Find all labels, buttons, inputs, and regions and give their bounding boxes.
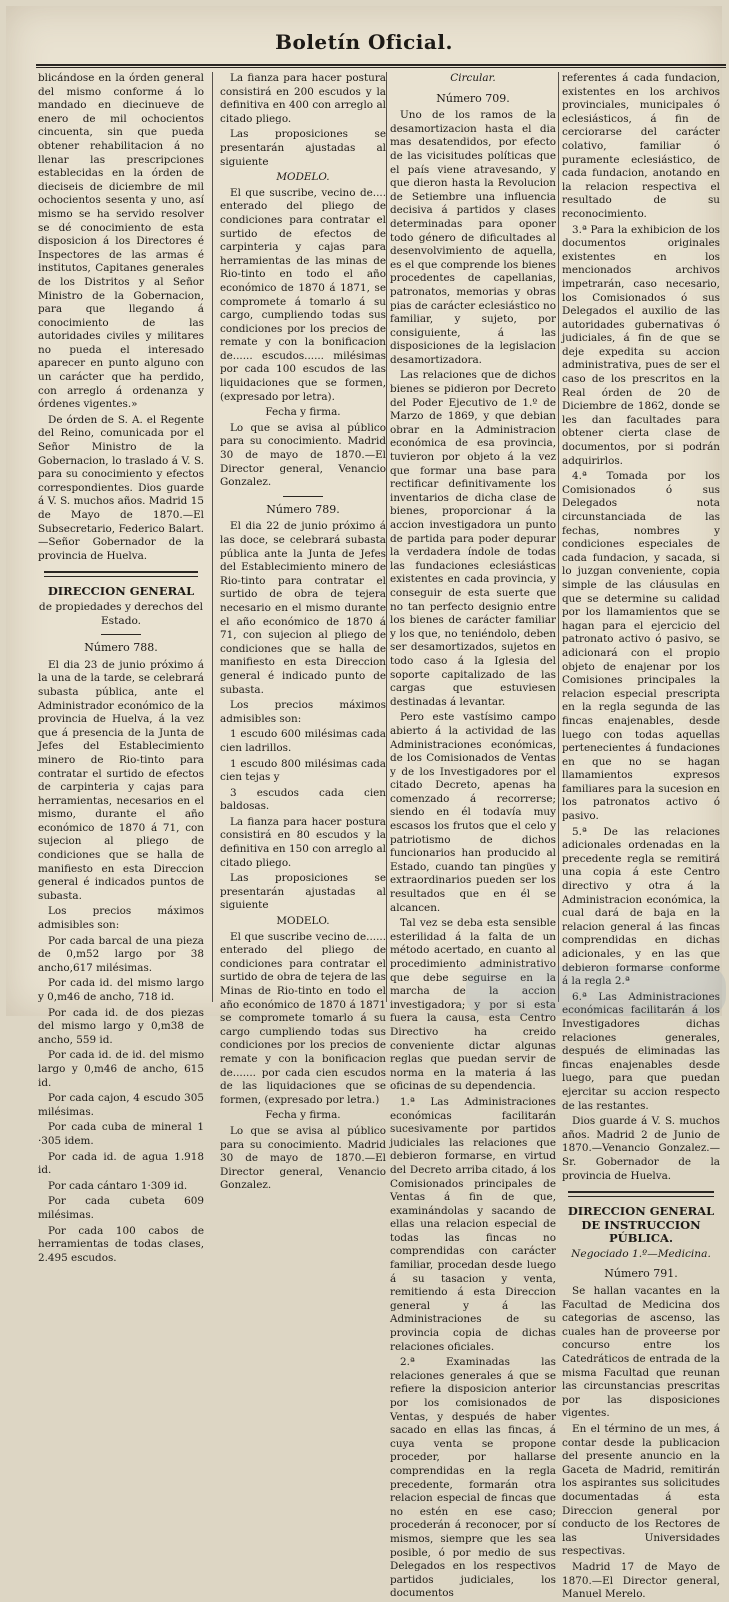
paragraph: En el término de un mes, á contar desde la publicacion del presente anuncio en la Gaceta de Madrid, remitirán los aspirantes sus solicitudes documentadas á esta Direccion general por conducto de los Rectores de las Universidades respectivas. (562, 1423, 720, 1558)
price-item: 1 escudo 800 milésimas cada cien tejas y (220, 757, 386, 784)
price-item: 3 escudos cada cien baldosas. (220, 786, 386, 813)
section-rule-thin (44, 576, 198, 577)
paragraph: El que suscribe, vecino de.... enterado del pliego de condiciones para contratar el surtido de efectos de carpinteria y cajas para herramientas de las minas de Rio-tinto en todo el año económico de 1870 á 1871, se compromete á tomarlo á su cargo, cumpliendo todas sus condiciones por los precios de remate y con la bonificacion de...... escudos...... milésimas por cada 100 escudos de las liquidaciones que se formen, (expresado por letra). (220, 186, 386, 403)
column-4 (562, 72, 720, 1601)
paragraph: Tal vez se deba esta sensible esterilidad á la falta de un método acertado, en cuanto al procedimiento administrativo que debe seguirse en la marcha de la accion investigadora; y por si esta fuera la causa, esta Centro Directivo ha creido conveniente dictar algunas reglas que puedan servir de norma en la materia á las oficinas de su dependencia. (390, 917, 556, 1093)
paragraph: Madrid 17 de Mayo de 1870.—El Director general, Manuel Merelo. (562, 1560, 720, 1601)
paragraph: El dia 23 de junio próximo á la una de la tarde, se celebrará subasta pública, ante el Administrador económico de la provincia de Huelva, á la vez que á presencia de la Junta de Jefes del Establecimiento minero de Rio-tinto para contratar el surtido de efectos de carpinteria y cajas para herramientas, necesarios en el mismo, durante el año económico de 1870 á 71, con sujecion al pliego de condiciones que se halla de manifiesto en esta Direccion general é indicados puntos de subasta. (38, 658, 204, 902)
paragraph: Las proposiciones se presentarán ajustadas al siguiente (220, 128, 386, 168)
paragraph: Las relaciones que de dichos bienes se pidieron por Decreto del Poder Ejecutivo de 1.º de Marzo de 1869, y que debian obrar en la Administracion económica de esa provincia, tuvieron por objeto á la vez que formar una base para rectificar definitivamente los inventarios de dicha clase de bienes, proporcionar á la accion investigadora un punto de partida para poder depurar la verdadera índole de todas las fundaciones eclesiásticas existentes en cada provincia, y conseguir de esta suerte que no tan perfecto designio entre los bienes de carácter familiar y los que, no teniéndolo, deben ser desamortizados, sujetos en todo caso á la Iglesia del soporte capitalizado de las cargas que estuviesen destinadas á levantar. (390, 369, 556, 708)
section-rule (44, 571, 198, 573)
paragraph: Dios guarde á V. S. muchos años. Madrid 2 de Junio de 1870.—Venancio Gonzalez.—Sr. Gobernador de la provincia de Huelva. (562, 1115, 720, 1182)
section-title: DIRECCION GENERAL (47, 584, 195, 599)
section-title: DIRECCION GENERAL DE INSTRUCCION PÚBLICA. (567, 1204, 715, 1246)
price-item: Por cada cubeta 609 milésimas. (38, 1195, 204, 1221)
paragraph: Los precios máximos admisibles son: (38, 905, 204, 932)
price-item: Por cada cuba de mineral 1 ·305 idem. (38, 1121, 204, 1147)
header-rule (36, 64, 726, 66)
date-signature: Fecha y firma. (265, 406, 341, 419)
paragraph: El dia 22 de junio próximo á las doce, se celebrará subasta pública ante la Junta de Jefes del Establecimiento minero de Rio-tinto para contratar el surtido de obra de tejera necesario en el mismo durante el año económico de 1870 á 71, con sujecion al pliego de condiciones que se halla de manifiesto en esta Direccion general é indicado punto de subasta. (220, 520, 386, 696)
paragraph: De órden de S. A. el Regente del Reino, comunicada por el Señor Ministro de la Gobernacion, lo traslado á V. S. para su conocimiento y efectos correspondientes. Dios guarde á V. S. muchos años. Madrid 15 de Mayo de 1870.—El Subsecretario, Federico Balart. —Señor Gobernador de la provincia de Huelva. (38, 413, 204, 562)
price-item: Por cada cántaro 1·309 id. (48, 1179, 188, 1192)
column-divider (558, 72, 559, 1002)
price-item: Por cada id. de agua 1.918 id. (38, 1150, 204, 1177)
column-1 (38, 72, 204, 1264)
price-item: 1 escudo 600 milésimas cada cien ladrillos. (220, 728, 386, 754)
paragraph: 2.ª Examinadas las relaciones generales á que se refiere la disposicion anterior por los comisionados de Ventas, y después de haber sacado en ellas las fincas, á cuya venta se propone proceder, por hallarse comprendidas en la regla precedente, formarán otra relacion especial de fincas que no estén en ese caso; procederán á reconocer, por sí mismos, siempre que les sea posible, ó por medio de sus Delegados en los respectivos partidos judiciales, los documentos (390, 1356, 556, 1600)
price-item: Por cada 100 cabos de herramientas de todas clases, 2.495 escudos. (38, 1224, 204, 1264)
date-signature: Fecha y firma. (265, 1109, 341, 1122)
section-subtitle: de propiedades y derechos del Estado. (38, 600, 204, 627)
paragraph: 5.ª De las relaciones adicionales ordenadas en la precedente regla se remitirá una copia á este Centro directivo y otra á la Administracion económica, la cual dará de baja en la relacion general á las fincas comprendidas en dichas adicionales, y en las que debieron formarse conforme á la regla 2.ª (562, 825, 720, 988)
model-title: MODELO. (276, 915, 330, 928)
paragraph: Las proposiciones se presentarán ajustadas al siguiente (220, 872, 386, 912)
header-rule-thin (36, 67, 726, 68)
price-item: Por cada id. de id. del mismo largo y 0,m46 de ancho, 615 id. (38, 1049, 204, 1089)
notice-number: Número 789. (266, 502, 340, 516)
paragraph: La fianza para hacer postura consistirá en 200 escudos y la definitiva en 400 con arreglo al citado pliego. (220, 72, 386, 125)
price-item: Por cada id. del mismo largo y 0,m46 de ancho, 718 id. (38, 977, 204, 1003)
section-rule-thin (568, 1196, 714, 1197)
paragraph: blicándose en la órden general del mismo conforme á lo mandado en diecinueve de enero de mil ochocientos cincuenta, sin que pueda obtener rehabilitacion á no llenar las prescripciones establecidas en la órden de dieciseis de diciembre de mil ochocientos sesenta y uno, así mismo se ha servido resolver se dé conocimiento de esta disposicion á los Directores é Inspectores de las armas é institutos, Capitanes generales de los Distritos y al Señor Ministro de la Gobernacion, para que llegando á conocimiento de las autoridades civiles y militares no pueda el interesado aparecer en punto alguno con un carácter que ha perdido, con arreglo á ordenanza y órdenes vigentes.» (38, 72, 204, 411)
column-2 (220, 72, 386, 1192)
paragraph: El que suscribe vecino de...... enterado del pliego de condiciones para contratar el surtido de obra de tejera de las Minas de Rio-tinto en todo el año económico de 1870 á 1871 se compromete tomarlo á su cargo cumpliendo todas sus condiciones por los precios de remate y con la bonificacion de....... por cada cien escudos de las liquidaciones que se formen, (expresado por letra.) (220, 930, 386, 1106)
notice-number: Número 791. (604, 1267, 678, 1281)
short-rule (101, 634, 141, 635)
notice-number: Número 709. (436, 91, 510, 105)
column-divider (212, 72, 213, 1002)
section-subtitle: Negociado 1.º—Medicina. (571, 1247, 711, 1260)
paragraph: Lo que se avisa al público para su conocimiento. Madrid 30 de mayo de 1870.—El Director general, Venancio Gonzalez. (220, 421, 386, 489)
page-title: Boletín Oficial. (275, 30, 453, 54)
paragraph: 1.ª Las Administraciones económicas facilitarán sucesivamente por partidos judiciales las relaciones que debieron formarse, en virtud del Decreto arriba citado, á los Comisionados principales de Ventas á fin de que, examinándolas y sacando de ellas una relacion especial de todas las fincas no comprendidas con carácter familiar, procedan desde luego á su tasacion y venta, remitiendo á esta Direccion general y á las Administraciones de su provincia copia de dichas relaciones oficiales. (390, 1095, 556, 1353)
newspaper-page (6, 6, 722, 1601)
column-divider (386, 72, 387, 1002)
paragraph: Se hallan vacantes en la Facultad de Medicina dos categorias de ascenso, las cuales han de proveerse por concurso entre los Catedráticos de entrada de la misma Facultad que reunan las circunstancias prescritas por las disposiciones vigentes. (562, 1285, 720, 1420)
paragraph: 4.ª Tomada por los Comisionados ó sus Delegados nota circunstanciada de las fechas, nombres y condiciones especiales de cada fundacion, y sacada, si lo juzgan conveniente, copia simple de las cláusulas en que se determine su calidad por los llamamientos que se hagan para el ejercicio del patronato activo ó pasivo, se adicionará con el propio objeto de enajenar por los Comisiones principales la relacion especial prescripta en la regla segunda de las fincas enajenables, desde luego con todas aquellas pertenecientes á fundaciones en que no se hagan llamamientos expresos familiares para la sucesion en los patronatos activo ó pasivo. (562, 470, 720, 823)
paragraph: Lo que se avisa al público para su conocimiento. Madrid 30 de mayo de 1870.—El Director general, Venancio Gonzalez. (220, 1124, 386, 1192)
model-title: MODELO. (276, 171, 330, 184)
paragraph: 3.ª Para la exhibicion de los documentos originales existentes en los mencionados archivos impetrarán, caso necesario, los Comisionados ó sus Delegados el auxilio de las autoridades gubernativas ó judiciales, á fin de que se deje expedita su accion administrativa, pues de ser el caso de los prescritos en la Real órden de 20 de Diciembre de 1862, donde se les dan facultades para obtener cierta clase de documentos, por si podrán adquirirlos. (562, 223, 720, 467)
paragraph: La fianza para hacer postura consistirá en 80 escudos y la definitiva en 150 con arreglo al citado pliego. (220, 815, 386, 869)
price-item: Por cada cajon, 4 escudo 305 milésimas. (38, 1092, 204, 1118)
circular-title: Circular. (450, 72, 496, 84)
section-rule (568, 1191, 714, 1193)
paragraph: Uno de los ramos de la desamortizacion hasta el dia mas desatendidos, por efecto de las vicisitudes políticas que el país viene atravesando, y que dieron hasta la Revolucion de Setiembre una influencia decisiva á partidos y clases determinadas para oponer todo género de dificultades al desenvolvimiento de aquella, es el que comprende los bienes procedentes de capellanias, patronatos, memorias y obras pias de carácter eclesiástico no familiar, y sujeto, por consiguiente, á las disposiciones de la legislacion desamortizadora. (390, 109, 556, 366)
price-item: Por cada id. de dos piezas del mismo largo y 0,m38 de ancho, 559 id. (38, 1006, 204, 1046)
notice-number: Número 788. (84, 641, 158, 655)
short-rule (283, 496, 323, 497)
paragraph: Los precios máximos admisibles son: (220, 699, 386, 725)
paragraph: referentes á cada fundacion, existentes en los archivos provinciales, municipales ó eclesiásticos, á fin de cerciorarse del carácter colativo, familiar ó puramente eclesiástico, de cada fundacion, anotando en la relacion respectiva el resultado de su reconocimiento. (562, 72, 720, 220)
library-stamp (466, 966, 726, 1016)
price-item: Por cada barcal de una pieza de 0,m52 largo por 38 ancho,617 milésimas. (38, 934, 204, 974)
column-3 (390, 72, 556, 1600)
paragraph: Pero este vastísimo campo abierto á la actividad de las Administraciones económicas, de los Comisionados de Ventas y de los Investigadores por el citado Decreto, apenas ha comenzado á recorrerse; siendo en él todavía muy escasos los frutos que el celo y patriotismo de dichos funcionarios han producido al Estado, cuando tan pingües y extraordinarios pueden ser los resultados que en él se alcancen. (390, 711, 556, 914)
paragraph: 6.ª Las Administraciones económicas facilitarán á los Investigadores dichas relaciones generales, después de eliminadas las fincas enajenables desde luego, para que puedan ejercitar su accion respecto de las restantes. (562, 990, 720, 1112)
